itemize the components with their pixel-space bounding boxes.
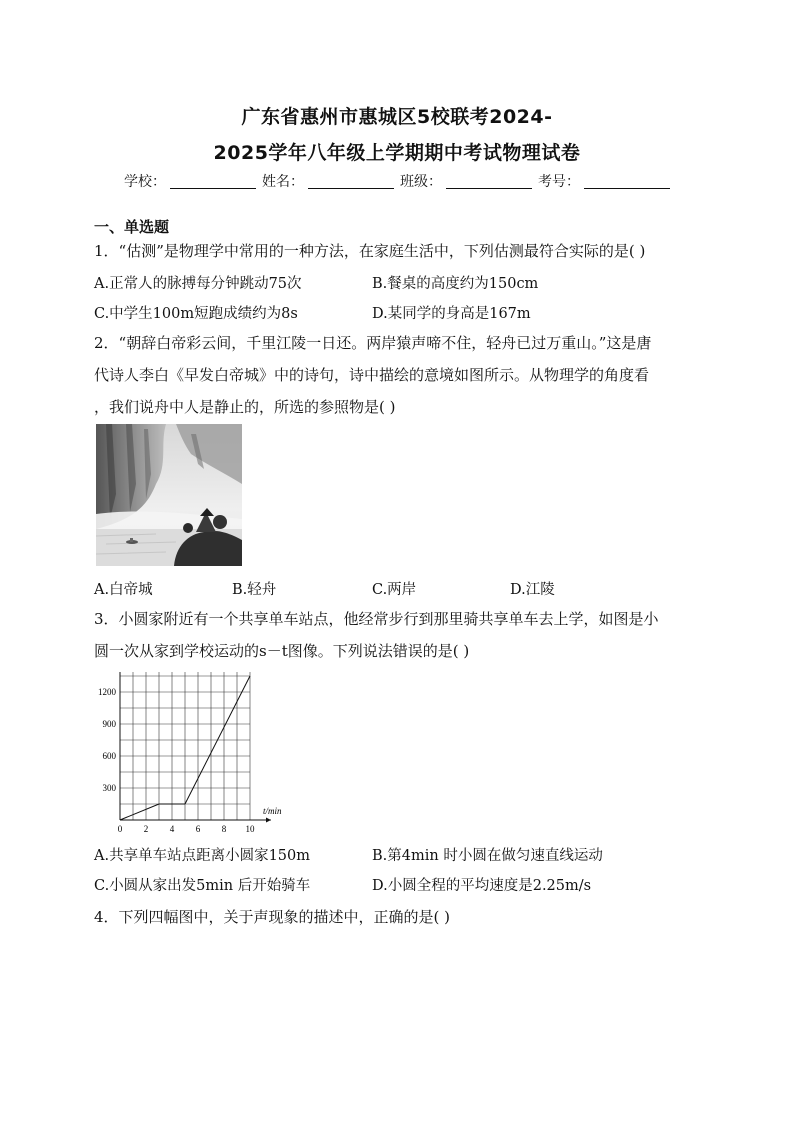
q1-option-d[interactable]: D.某同学的身高是167m (372, 306, 531, 322)
question-4-text: 4．下列四幅图中，关于声现象的描述中，正确的是( ) (94, 908, 451, 926)
question-1-text: 1．“估测”是物理学中常用的一种方法，在家庭生活中，下列估测最符合实际的是( ) (94, 242, 646, 260)
y-tick-label: 600 (102, 751, 116, 761)
y-tick-label: 900 (102, 719, 116, 729)
question-2-text-line-3: ，我们说舟中人是静止的，所选的参照物是( ) (94, 398, 396, 416)
y-tick-label: 300 (102, 783, 116, 793)
name-label: 姓名： (262, 174, 304, 190)
name-blank[interactable] (308, 174, 394, 189)
question-2-text-line-2: 代诗人李白《早发白帝城》中的诗句，诗中描绘的意境如图所示。从物理学的角度看 (94, 366, 650, 384)
exam-title-line-1: 广东省惠州市惠城区5校联考2024- (241, 106, 553, 128)
class-blank[interactable] (446, 174, 532, 189)
class-label: 班级： (400, 174, 442, 190)
question-3-text-line-2: 圆一次从家到学校运动的s－t图像。下列说法错误的是( ) (94, 642, 470, 660)
x-axis-label: t/min (263, 806, 282, 816)
q3-option-a[interactable]: A.共享单车站点距离小圆家150m (94, 848, 311, 864)
school-label: 学校： (124, 174, 166, 190)
x-tick-label: 8 (221, 824, 227, 834)
landscape-ink-painting (96, 424, 242, 566)
exam-title-line-2: 2025学年八年级上学期期中考试物理试卷 (213, 142, 581, 164)
q2-option-d[interactable]: D.江陵 (510, 582, 555, 598)
x-axis-arrow (266, 818, 271, 823)
q2-option-b[interactable]: B.轻舟 (232, 582, 277, 598)
q3-option-d[interactable]: D.小圆全程的平均速度是2.25m/s (372, 878, 592, 894)
x-tick-label: 6 (195, 824, 201, 834)
data-segment (120, 804, 159, 820)
q2-option-c[interactable]: C.两岸 (372, 582, 417, 598)
question-3-text-line-1: 3．小圆家附近有一个共享单车站点，他经常步行到那里骑共享单车去上学，如图是小 (94, 610, 659, 628)
q1-option-a[interactable]: A.正常人的脉搏每分钟跳动75次 (94, 276, 302, 292)
y-tick-label: 1200 (98, 687, 116, 697)
x-tick-label: 2 (143, 824, 149, 834)
q3-option-b[interactable]: B.第4min 时小圆在做匀速直线运动 (372, 848, 603, 864)
student-info-row (124, 171, 684, 191)
x-tick-label: 0 (117, 824, 123, 834)
q3-option-c[interactable]: C.小圆从家出发5min 后开始骑车 (94, 878, 311, 894)
q1-option-b[interactable]: B.餐桌的高度约为150cm (372, 276, 539, 292)
q1-option-c[interactable]: C.中学生100m短跑成绩约为8s (94, 306, 298, 322)
exam-number-blank[interactable] (584, 174, 670, 189)
question-2-text-line-1: 2．“朝辞白帝彩云间，千里江陵一日还。两岸猿声啼不住，轻舟已过万重山。”这是唐 (94, 334, 652, 352)
exam-number-label: 考号： (538, 174, 580, 190)
q2-option-a[interactable]: A.白帝城 (94, 582, 153, 598)
section-title: 一、单选题 (94, 218, 170, 236)
x-tick-label: 10 (245, 824, 255, 834)
school-blank[interactable] (170, 174, 256, 189)
s-t-chart (90, 672, 300, 840)
x-tick-label: 4 (169, 824, 175, 834)
